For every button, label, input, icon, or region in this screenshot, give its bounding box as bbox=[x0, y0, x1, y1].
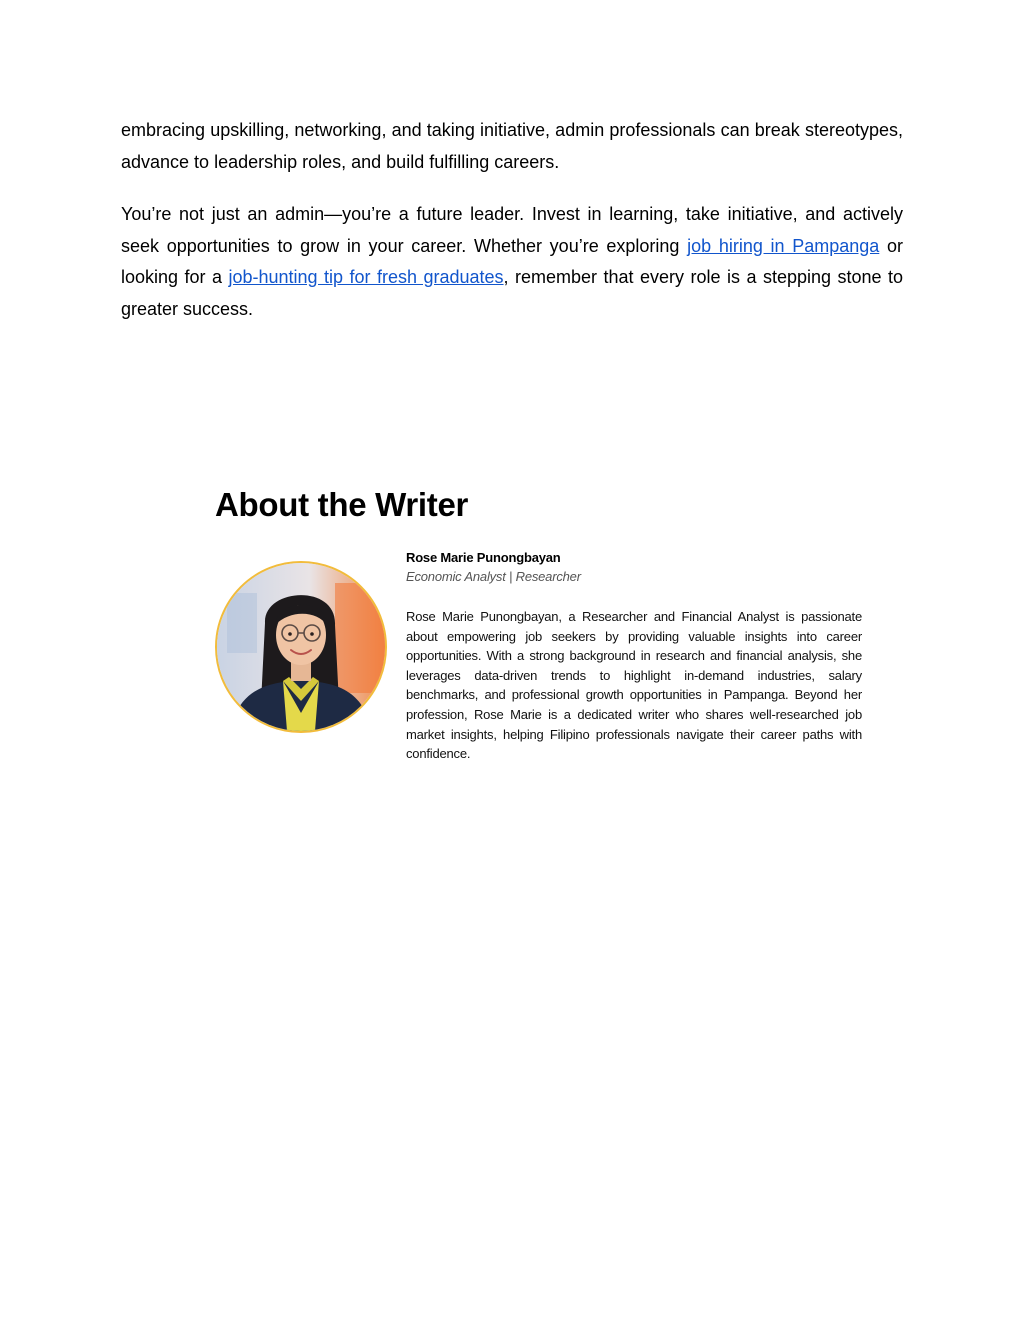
paragraph-text: You’re not just an admin—you’re a future leader. Invest in learning, take initiative, and actively seek opportunities to grow in your career. Whether you’re exploring bbox=[121, 204, 903, 256]
article-paragraph-1: embracing upskilling, networking, and taking initiative, admin professionals can break stereotypes, advance to leadership roles, and build fulfilling careers. bbox=[121, 120, 903, 172]
paragraph-text: or looking for a bbox=[121, 235, 904, 287]
writer-portrait-icon bbox=[217, 563, 385, 731]
article-paragraph-2 bbox=[121, 199, 903, 325]
job-hunting-tip-link[interactable]: job-hunting tip for fresh graduates bbox=[228, 267, 504, 287]
writer-role: Economic Analyst | Researcher bbox=[406, 569, 581, 584]
job-hiring-pampanga-link[interactable]: job hiring in Pampanga bbox=[687, 235, 880, 256]
writer-avatar bbox=[215, 561, 387, 733]
writer-bio: Rose Marie Punongbayan, a Researcher and Financial Analyst is passionate about empowering job seekers by providing valuable insights into career opportunities. With a strong background in research and financial analysis, she leverages data-driven trends to highlight in-demand industries, salary benchmarks, and professional growth opportunities in Pampanga. Beyond her profession, Rose Marie is a dedicated writer who shares well-researched job market insights, helping Filipino professionals navigate their career paths with confidence. bbox=[406, 609, 862, 762]
paragraph-text: , remember that every role is a stepping stone to greater success. bbox=[121, 267, 903, 319]
about-writer-heading: About the Writer bbox=[215, 486, 469, 523]
writer-name: Rose Marie Punongbayan bbox=[406, 550, 561, 565]
